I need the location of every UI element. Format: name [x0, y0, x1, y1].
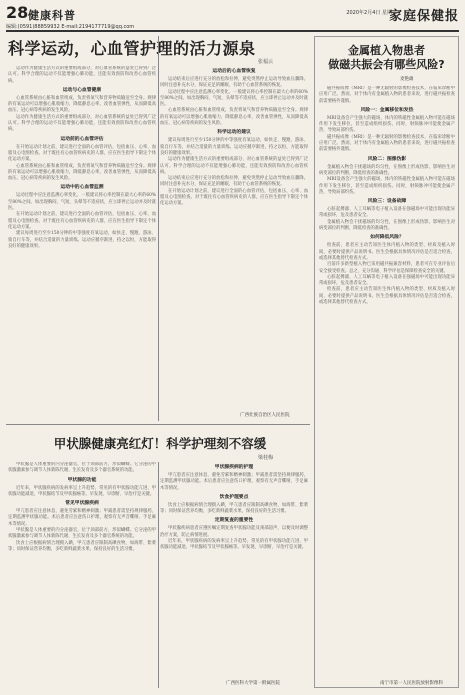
- date-line: 2020年2月4日 星期二: [346, 10, 397, 16]
- article2-col-right: [160, 462, 308, 674]
- article1-author: 张福云: [258, 59, 274, 65]
- paragraph: 饮食上应根据病情合理摄入碘，甲亢患者应限制高碘食物，如海带、紫菜等；同时保证营养均衡，多吃新鲜蔬菜水果，保持良好的生活习惯。: [160, 502, 308, 515]
- subheading: 甲状腺的功能: [67, 477, 97, 483]
- paragraph: 甲状腺疾病患者应遵医嘱定期复查甲状腺功能及颈部超声，以便及时调整治疗方案，防止病情进展。: [160, 526, 308, 538]
- subheading: 风险三：设备故障: [367, 199, 407, 205]
- paragraph: 心血管系统由心脏和血管组成，负责将氧气和营养物质输送至全身。规律的有氧运动可以增强心肌收缩力，降低静息心率，改善血管弹性，从而降低高血压、冠心病等疾病的发生风险。: [8, 95, 156, 114]
- paragraph: 运动过程中应注意监测心率变化，一般建议将心率控制在最大心率的60%至80%之间。如出现胸闷、气短、头晕等不适症状，应立即停止运动并及时就医。: [160, 89, 308, 108]
- article3-body: [319, 86, 455, 674]
- paragraph: MRI设备会产生强大的磁场，体内的铁磁性金属植入物可能在磁场作用下发生移位，甚至造成组织损伤。同时，射频脉冲可能使金属产热，导致局部灼伤。: [319, 177, 455, 195]
- paragraph: 近年来，甲状腺疾病的发病率呈上升趋势，常见的有甲状腺功能亢进、甲状腺功能减退、甲状腺结节及甲状腺癌等。早发现、早诊断、早治疗是关键。: [8, 485, 156, 497]
- paragraph: 运动作为健康生活方式的重要组成部分，对心血管系统的益处已得到广泛认可。科学合理的运动不仅能增强心肺功能，还能有效预防和改善心血管疾病。: [160, 157, 308, 175]
- article1-title: 科学运动，心血管护理的活力源泉: [8, 39, 256, 58]
- article2-col-left: [8, 462, 156, 690]
- paragraph: 在开始运动计划之前，建议进行全面的心血管评估，包括血压、心率、血脂及心电图检查。对于既往有心血管疾病史的人群，应在医生指导下制定个体化运动方案。: [8, 212, 156, 230]
- article3-title-line2: 做磁共振会有哪些风险?: [328, 58, 445, 71]
- paragraph: 运动作为健康生活方式的重要组成部分，对心血管系统的益处已得到广泛认可。科学合理的运动不仅能增强心肺功能，还能有效预防和改善心血管疾病。: [8, 114, 156, 133]
- article3-title-line1: 金属植入物患者: [348, 44, 425, 57]
- paragraph: 运动过程中应注意监测心率变化，一般建议将心率控制在最大心率的60%至80%之间。如出现胸闷、气短、头晕等不适症状，应立即停止运动并及时就医。: [8, 193, 156, 212]
- article3-title: [314, 44, 459, 72]
- paragraph: 磁共振成像（MRI）是一种无辐射的影像检查技术，在临床诊断中应用广泛。然而，对于体内有金属植入物的患者来说，进行磁共振检查前需要格外谨慎。: [319, 86, 455, 104]
- page-number: 28: [6, 3, 29, 22]
- subheading: 风险一：金属移位和发热: [360, 107, 414, 113]
- paragraph: 近年来，甲状腺疾病的发病率呈上升趋势，常见的有甲状腺功能亢进、甲状腺功能减退、甲状腺结节及甲状腺癌等。早发现、早诊断、早治疗是关键。: [160, 539, 308, 551]
- article1-col-left: [8, 66, 156, 424]
- paragraph: 磁共振成像（MRI）是一种无辐射的影像检查技术，在临床诊断中应用广泛。然而，对于体内有金属植入物的患者来说，进行磁共振检查前需要格外谨慎。: [319, 134, 455, 153]
- paragraph: 检查前，患者应主动告知医生体内植入物的类型、材质及植入时间，必要时提供产品说明书。医生会根据具体情况评估是否适合检查，或选择其他替代检查方式。: [319, 243, 455, 261]
- article2-author: 梁桂梅: [258, 455, 274, 461]
- paragraph: 建议每周进行至少150分钟的中等强度有氧运动，如快走、慢跑、游泳、骑自行车等，并结合适量的力量训练。运动应循序渐进，持之以恒，方能取得良好的健康效果。: [8, 231, 156, 249]
- paragraph: 检查前，患者应主动告知医生体内植入物的类型、材质及植入时间，必要时提供产品说明书。医生会根据具体情况评估是否适合检查，或选择其他替代检查方式。: [319, 287, 455, 306]
- subheading: 科学运动的建议: [217, 130, 251, 136]
- article-divider: [6, 424, 310, 425]
- column-divider: [158, 462, 159, 688]
- article3-author: 麦艳雄: [400, 77, 414, 82]
- paragraph: 运动结束后应进行充分的放松和拉伸，避免突然停止运动导致血压骤降。同时注意补充水分，保证充足的睡眠，有助于心血管系统的恢复。: [160, 176, 308, 188]
- article2-source: 广西医科大学第一附属医院: [226, 681, 280, 686]
- subheading: 运动后的心血管恢复: [212, 69, 256, 74]
- paragraph: 金属植入物会干扰磁场的均匀性，在图像上形成伪影，影响医生对病变部位的判断，降低检查的准确性。: [319, 164, 455, 176]
- article1-source: 广西壮族自治区人民医院: [240, 413, 290, 418]
- header-rule: [6, 30, 459, 32]
- article1-col-right: [160, 66, 308, 406]
- section-name: 健康科普: [28, 9, 76, 22]
- paragraph: 在开始运动计划之前，建议进行全面的心血管评估，包括血压、心率、血脂及心电图检查。对于既往有心血管疾病史的人群，应在医生指导下制定个体化运动方案。: [8, 144, 156, 163]
- paragraph: 心血管系统由心脏和血管组成，负责将氧气和营养物质输送至全身。规律的有氧运动可以增强心肌收缩力，降低静息心率，改善血管弹性，从而降低高血压、冠心病等疾病的发生风险。: [8, 163, 156, 182]
- paragraph: 心血管系统由心脏和血管组成，负责将氧气和营养物质输送至全身。规律的有氧运动可以增强心肌收缩力，降低静息心率，改善血管弹性，从而降低高血压、冠心病等疾病的发生风险。: [160, 108, 308, 127]
- paragraph: 甲状腺是人体重要的内分泌器官，位于颈部前方，形似蝴蝶。它分泌的甲状腺激素参与调节人体新陈代谢、生长发育及多个器官系统的功能。: [8, 528, 156, 540]
- paragraph: 在开始运动计划之前，建议进行全面的心血管评估，包括血压、心率、血脂及心电图检查。对于既往有心血管疾病史的人群，应在医生指导下制定个体化运动方案。: [160, 188, 308, 207]
- paragraph: 运动结束后应进行充分的放松和拉伸，避免突然停止运动导致血压骤降。同时注意补充水分，保证充足的睡眠，有助于心血管系统的恢复。: [160, 77, 308, 89]
- paragraph: 目前许多新型植入物已采用磁共振兼容材料，患者可在专业评估后安全接受检查。总之，充分沟通、科学评估是保障检查安全的关键。: [319, 262, 455, 274]
- subheading: 定期复查的重要性: [214, 518, 254, 524]
- column-divider: [158, 36, 159, 421]
- page-header: [6, 3, 459, 33]
- paragraph: 甲亢患者应注意休息，避免劳累和精神刺激；甲减患者需坚持规律服药，定期监测甲状腺功能。术后患者应注意伤口护理，观察有无声音嘶哑、手足麻木等情况。: [8, 509, 156, 527]
- paragraph: 心脏起搏器、人工耳蜗等电子植入设备在强磁场中可能出现功能异常或损坏，危及患者安全。: [319, 207, 455, 219]
- paragraph: MRI设备会产生强大的磁场，体内的铁磁性金属植入物可能在磁场作用下发生移位，甚至造成组织损伤。同时，射频脉冲可能使金属产热，导致局部灼伤。: [319, 115, 455, 134]
- subheading: 如何降低风险？: [370, 235, 404, 241]
- subheading: 风险二：图像伪影: [367, 156, 407, 162]
- subheading: 常见甲状腺疾病: [65, 501, 99, 507]
- subheading: 甲状腺疾病的护理: [214, 465, 254, 470]
- editor-line: 编辑:(0591)88859932 E-mail:2194177719@qq.com: [6, 24, 135, 30]
- subheading: 饮食护理要点: [219, 494, 249, 500]
- paragraph: 甲亢患者应注意休息，避免劳累和精神刺激；甲减患者需坚持规律服药，定期监测甲状腺功能。术后患者应注意伤口护理，观察有无声音嘶哑、手足麻木等情况。: [160, 473, 308, 491]
- column-title: 家庭保健报: [388, 9, 459, 24]
- subheading: 运动前的心血管评估: [60, 136, 104, 142]
- paragraph: 甲状腺是人体重要的内分泌器官，位于颈部前方，形似蝴蝶。它分泌的甲状腺激素参与调节人体新陈代谢、生长发育及多个器官系统的功能。: [8, 462, 156, 474]
- paragraph: 建议每周进行至少150分钟的中等强度有氧运动，如快走、慢跑、游泳、骑自行车等，并结合适量的力量训练。运动应循序渐进，持之以恒，方能取得良好的健康效果。: [160, 138, 308, 156]
- paragraph: 金属植入物会干扰磁场的均匀性，在图像上形成伪影，影响医生对病变部位的判断，降低检查的准确性。: [319, 219, 455, 232]
- article3-source: 南宁市第一人民医院放射影像科: [380, 681, 443, 686]
- article2-title: 甲状腺健康亮红灯！科学护理刻不容缓: [53, 436, 267, 451]
- paragraph: 饮食上应根据病情合理摄入碘，甲亢患者应限制高碘食物，如海带、紫菜等；同时保证营养均衡，多吃新鲜蔬菜水果，保持良好的生活习惯。: [8, 540, 156, 552]
- paragraph: 运动作为健康生活方式的重要组成部分，对心血管系统的益处已得到广泛认可。科学合理的运动不仅能增强心肺功能，还能有效预防和改善心血管疾病。: [8, 66, 156, 84]
- paragraph: 心脏起搏器、人工耳蜗等电子植入设备在强磁场中可能出现功能异常或损坏，危及患者安全。: [319, 274, 455, 287]
- subheading: 运动中的心血管监测: [60, 185, 104, 191]
- subheading: 运动与心血管健康: [62, 87, 102, 93]
